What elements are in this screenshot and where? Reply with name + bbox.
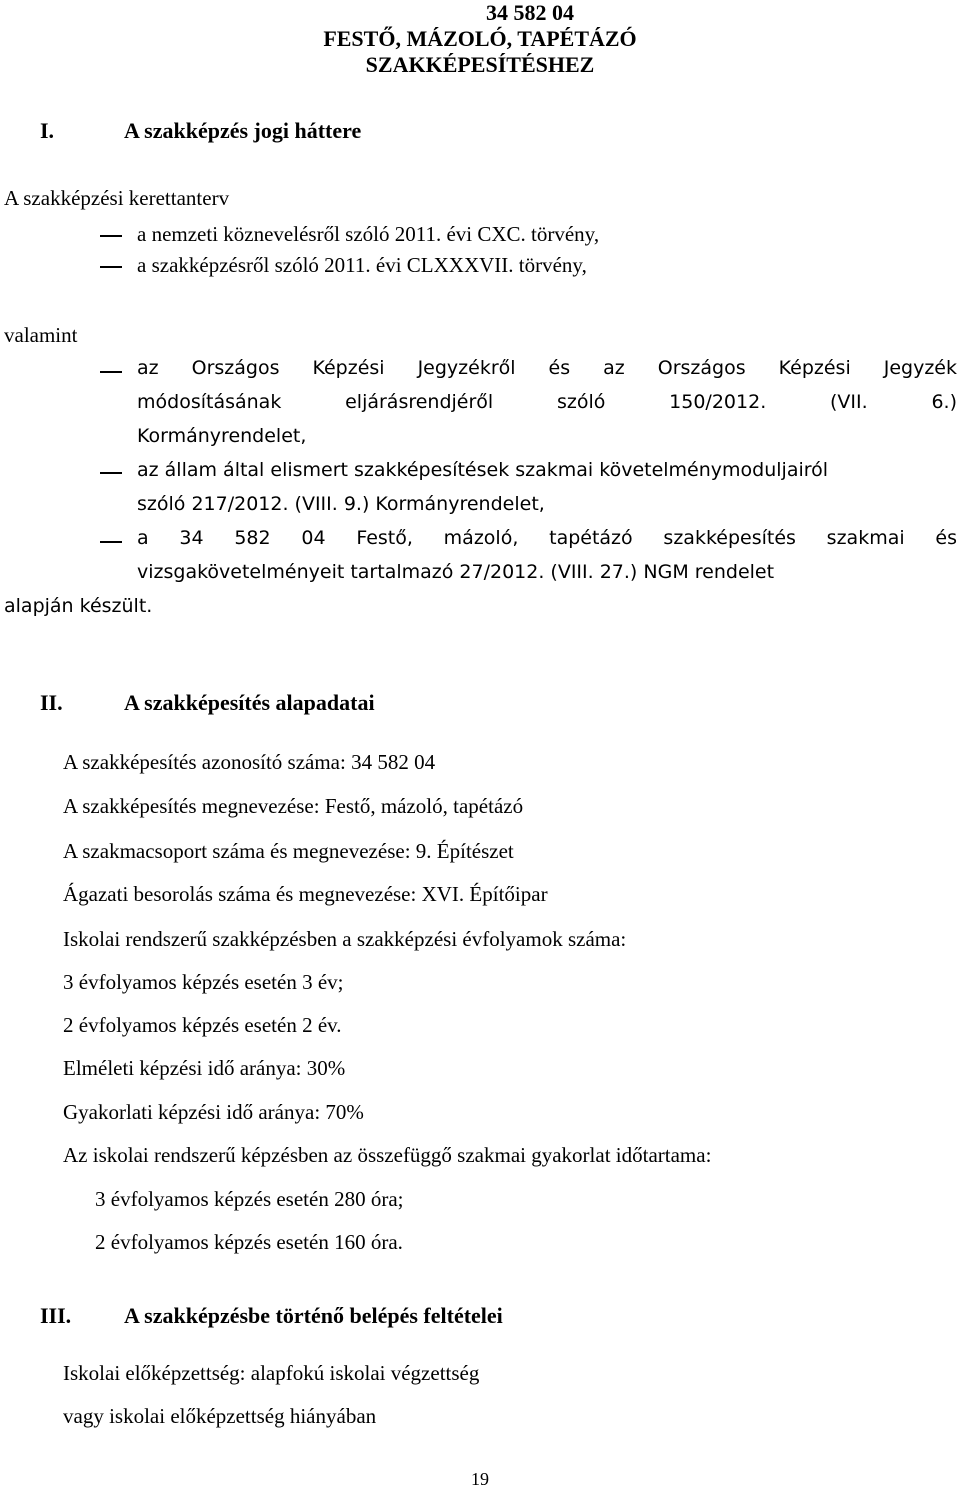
title-line3: SZAKKÉPESÍTÉSHEZ bbox=[365, 52, 595, 77]
bullet-dash bbox=[100, 235, 122, 237]
bullet-dash bbox=[100, 266, 122, 268]
data-line: Iskolai rendszerű szakképzésben a szakképzési évfolyamok száma: bbox=[63, 927, 627, 951]
data-line: A szakképesítés megnevezése: Festő, mázoló, tapétázó bbox=[63, 794, 524, 818]
bullet-dash bbox=[100, 371, 122, 373]
reg-item-line: az állam által elismert szakképesítések szakmai követelménymoduljairól bbox=[137, 459, 829, 481]
data-line: Az iskolai rendszerű képzésben az összefüggő szakmai gyakorlat időtartama: bbox=[63, 1143, 712, 1167]
valamint-text: valamint bbox=[4, 323, 78, 347]
law-item: a nemzeti köznevelésről szóló 2011. évi CXC. törvény, bbox=[137, 222, 600, 246]
data-line: 3 évfolyamos képzés esetén 280 óra; bbox=[95, 1187, 404, 1211]
data-line: Elméleti képzési idő aránya: 30% bbox=[63, 1056, 346, 1080]
entry-line: vagy iskolai előképzettség hiányában bbox=[63, 1404, 377, 1428]
reg-item-line: módosításának eljárásrendjéről szóló 150/2012. (VII. 6.) bbox=[137, 391, 957, 413]
data-line: Gyakorlati képzési idő aránya: 70% bbox=[63, 1100, 364, 1124]
section1-heading: A szakképzés jogi háttere bbox=[124, 118, 362, 143]
reg-item-line: a 34 582 04 Festő, mázoló, tapétázó szakképesítés szakmai és bbox=[137, 527, 957, 549]
data-line: 3 évfolyamos képzés esetén 3 év; bbox=[63, 970, 344, 994]
data-line: Ágazati besorolás száma és megnevezése: XVI. Építőipar bbox=[63, 882, 548, 906]
data-line: 2 évfolyamos képzés esetén 2 év. bbox=[63, 1013, 342, 1037]
title-code: 34 582 04 bbox=[486, 0, 574, 25]
section2-heading: A szakképesítés alapadatai bbox=[124, 690, 375, 715]
law-item: a szakképzésről szóló 2011. évi CLXXXVII. törvény, bbox=[137, 253, 587, 277]
bullet-dash bbox=[100, 472, 122, 474]
section2-number: II. bbox=[40, 690, 63, 715]
section3-heading: A szakképzésbe történő belépés feltételei bbox=[124, 1303, 503, 1328]
section1-number: I. bbox=[40, 118, 55, 143]
bullet-dash bbox=[100, 541, 122, 543]
reg-item-line: Kormányrendelet, bbox=[137, 425, 307, 447]
document-title bbox=[0, 0, 960, 78]
section1-intro: A szakképzési kerettanterv bbox=[4, 186, 230, 210]
closing-text: alapján készült. bbox=[4, 595, 153, 617]
section3-number: III. bbox=[40, 1303, 72, 1328]
reg-item-line: az Országos Képzési Jegyzékről és az Országos Képzési Jegyzék bbox=[137, 357, 957, 379]
reg-item-line: vizsgakövetelményeit tartalmazó 27/2012. (VIII. 27.) NGM rendelet bbox=[137, 561, 775, 583]
reg-item-line: szóló 217/2012. (VIII. 9.) Kormányrendelet, bbox=[137, 493, 545, 515]
data-line: 2 évfolyamos képzés esetén 160 óra. bbox=[95, 1230, 403, 1254]
entry-line: Iskolai előképzettség: alapfokú iskolai végzettség bbox=[63, 1361, 480, 1385]
page-number: 19 bbox=[471, 1469, 489, 1489]
data-line: A szakképesítés azonosító száma: 34 582 04 bbox=[63, 750, 436, 774]
title-line2: FESTŐ, MÁZOLÓ, TAPÉTÁZÓ bbox=[323, 26, 637, 51]
data-line: A szakmacsoport száma és megnevezése: 9. Építészet bbox=[63, 839, 514, 863]
